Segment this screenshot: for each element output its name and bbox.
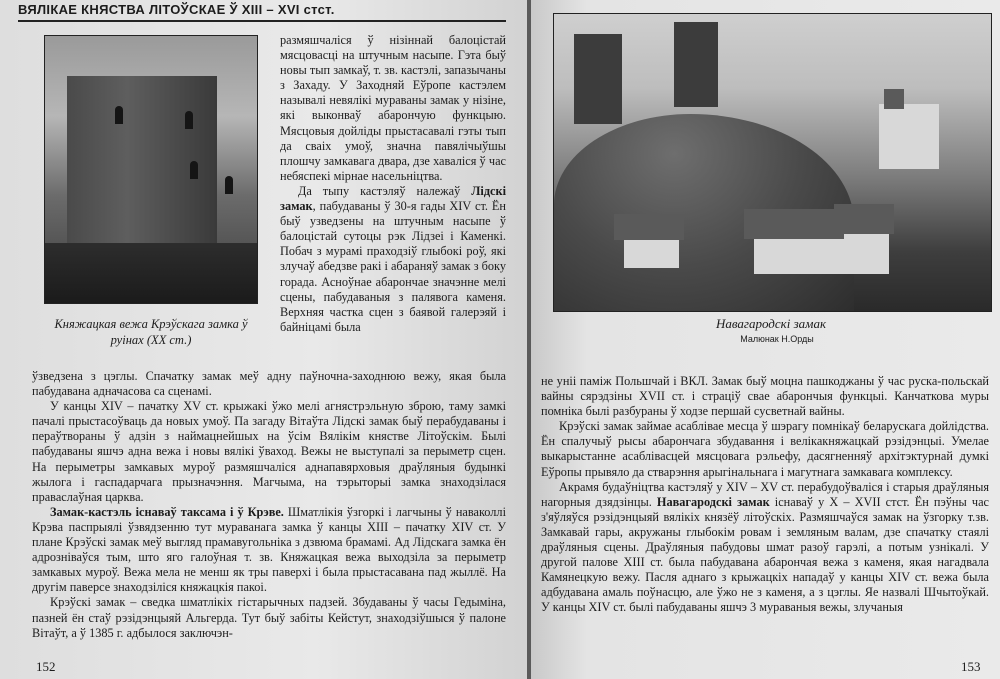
tower-ground xyxy=(45,243,257,303)
running-header: ВЯЛІКАЕ КНЯСТВА ЛІТОЎСКАЕ Ў XIII – XVI стст. xyxy=(18,2,506,22)
tower-photo xyxy=(44,35,258,304)
kreva-heading: Замак-кастэль існаваў таксама і ў Крэве. xyxy=(50,504,284,519)
lida-castle-term: Лідскі замак xyxy=(280,183,506,214)
paragraph: не уніі паміж Польшчай і ВКЛ. Замак быў моцна пашкоджаны ў час руска-польскай вайны сярэдзіны XVII ст. і страціў свае абарончыя функцыі. Канчатковa муры помніка былі разбураны ў ходзе першай сусветнай вайны. xyxy=(541,374,989,419)
lida-intro: Да тыпу кастэляў належаў xyxy=(298,183,472,198)
castle-drawing xyxy=(553,13,992,312)
page-number: 152 xyxy=(36,659,56,674)
novogrudok-text: існаваў у X – XVII стст. Ён пэўны час з'яўляўся рэзідэнцыяй вялікіх князёў літоўскіх. Размяшчаўся замак на ўзгорку т.зв. Замкавай гары, акружаны глыбокім ровам і земляным валам, дзе спачатку стаялі драўляныя сцены. Драўляныя пабудовы шмат разоў гарэлі, а потым узнікалі. У другой палове XIII ст. была пабудавана абарончая вежа з каменя, якая нагадвала Камянецкую вежу. Пасля аднаго з крыжацкіх нападаў у канцы XIV ст. вежа была адбудавана амаль поўнасцю, але ўжо не з каменя, а з цэглы. Яе назвалі Шчытоўкай. У канцы XIV ст. былі пабудаваны яшчэ 3 мураваныя вежы, злучаныя xyxy=(541,494,989,615)
novogrudok-paragraph xyxy=(541,480,989,616)
ruin-tower xyxy=(674,22,718,107)
right-page xyxy=(531,0,1000,679)
paragraph: У канцы XIV – пачатку XV ст. крыжакі ўжо мелі агнястрэльную зброю, таму замкі пачалі прыстасоўваць да новых умоў. Па загаду Вітаўта Лідскі замак быў перабудаваны і пераўтвораны ў адзін з наймацнейшых на ўсім Вялікім княстве Літоўскім. Былі пабудаваны яшчэ адна вежа і новы вялікі ўваход. Вежы не выступалі за перыметр сцен. На перыметры замкавых муроў размяшчаліся аднапавярховыя драўляныя будынкі жылога і гаспадарчага прызначэння. Магчыма, на тэрыторыі замка знаходзілася праваслаўная царква. xyxy=(32,399,506,504)
kreva-text: Шматлікія ўзгоркі і лагчыны ў наваколлі Крэва паспрыялі ўзвядзенню тут мураванага замка ў канцы XIII – пачатку XIV ст. У плане Крэўскі замак меў выгляд прамавугольніка з дзвюма брамамі. Ад Лідскага замка ён адрозніваўся тым, што яго галоўная т. зв. Княжацкая вежа выходзіла за перыметр замкавых муроў. Вежа мела не менш як тры паверхі і была прыстасавана пад жыллё. На другім паверсе знаходзіліся княжацкія пакоі. xyxy=(32,504,506,595)
house-roof xyxy=(834,204,894,234)
kreva-paragraph xyxy=(32,505,506,596)
side-column xyxy=(280,33,506,335)
tower-photo-caption: Княжацкая вежа Крэўскага замка ў руінах (XX ст.) xyxy=(54,317,248,347)
ruin-tower xyxy=(574,34,622,124)
church xyxy=(879,104,939,169)
novogrudok-intro: Акрамя будаўніцтва кастэляў у XIV – XV ст. перабудоўваліся і старыя драўляныя нагорныя дзядзінцы. xyxy=(541,479,989,509)
drawing-credit: Малюнак Н.Орды xyxy=(740,334,814,344)
church-tower xyxy=(884,89,904,109)
right-main-column xyxy=(541,374,989,616)
page-number: 153 xyxy=(961,659,981,674)
novogrudok-castle-term: Навагародскі замак xyxy=(656,494,770,509)
paragraph: Крэўскі замак – сведка шматлікіх гістарычных падзей. Збудаваны ў часы Гедыміна, пазней ён стаў рэзідэнцыяй Альгерда. Тут быў забіты Кейстут, знаходзіўшыся ў палоне Вітаўт, а ў 1385 г. адбылося заключэн- xyxy=(32,595,506,640)
house xyxy=(624,240,679,268)
lida-text: , пабудаваны ў 30-я гады XIV ст. Ён быў узведзены на штучным насыпе ў балоцістай сутоцы рэк Лідзеі і Каменкі. Побач з мурамі праходзіў глыбокі роў, які злучаў абедзве ракі і абараняў замак з боку горада. Асноўнае абарончае значэнне мелі сцены, пабудаваныя з палявога каменя. Верхняя частка сцен з баявой галерэяй і байніцамі была xyxy=(280,199,506,334)
paragraph: Крэўскі замак займае асаблівае месца ў шэрагу помнікаў беларускага дойлідства. Ён спалучыў рысы абарончага збудавання і велікакняжацкай рэзідэнцыі. Умелае выкарыстанне асаблівасцей мясцовага рэльефу, дасягненняў архітэктурнай думкі Еўропы прывяло да стварэння арыгінальнага і магутнага замкавага комплексу. xyxy=(541,419,989,479)
tower-window xyxy=(190,161,198,179)
castle-drawing-caption: Навагародскі замак xyxy=(715,316,827,331)
side-paragraph: размяшчаліся ў нізіннай балоцістай мясцовасці на штучным насыпе. Гэта быў новы тып замкаў, т. зв. кастэлі, запазычаны з Захаду. У Заходняй Еўропе кастэлем называлі невялікі мураваны замак у нізіне, які выконваў абарончую функцыю. Мясцовыя дойліды прыстасавалі гэты тып да сваіх умоў, значна павялічыўшы плошчу замкавага двара, дзе хаваліся ў час небяспекі мірнае насельніцтва. xyxy=(280,33,506,183)
tower-window xyxy=(115,106,123,124)
tower-window xyxy=(185,111,193,129)
tower-window xyxy=(225,176,233,194)
house xyxy=(754,239,854,274)
house-roof xyxy=(614,214,684,240)
main-column xyxy=(32,369,506,641)
lida-paragraph xyxy=(280,184,506,335)
paragraph: ўзведзена з цэглы. Спачатку замак меў адну паўночна-заходнюю вежу, якая была пабудавана адначасова са сценамі. xyxy=(32,369,506,399)
house xyxy=(844,234,889,274)
